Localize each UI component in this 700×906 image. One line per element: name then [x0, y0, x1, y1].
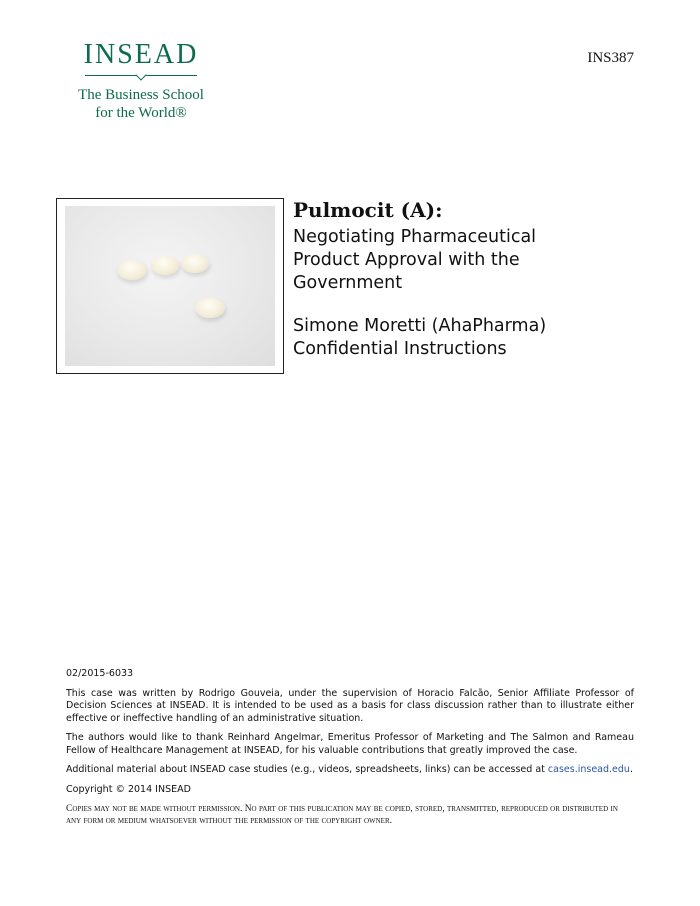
- case-code: INS387: [587, 50, 634, 66]
- case-subtitle: [293, 226, 653, 295]
- copyright-line: Copyright © 2014 INSEAD: [66, 783, 191, 795]
- white-pills-photo-icon: [65, 206, 275, 366]
- role-line2: Confidential Instructions: [293, 339, 507, 359]
- subtitle-line3: Government: [293, 273, 403, 293]
- logo-tagline-line1: The Business School: [78, 87, 204, 103]
- pill-2: [151, 256, 179, 275]
- pill-3: [181, 254, 209, 273]
- subtitle-line1: Negotiating Pharmaceutical: [293, 227, 537, 247]
- cover-image-frame: [56, 198, 284, 374]
- logo-wordmark: INSEAD: [83, 39, 199, 70]
- additional-material-note: [66, 764, 634, 777]
- logo-tagline-line2: for the World®: [95, 105, 187, 121]
- link-suffix: .: [629, 764, 633, 775]
- subtitle-line2: Product Approval with the: [293, 250, 520, 270]
- case-role: [293, 315, 653, 361]
- title-block: [293, 198, 653, 361]
- pill-4: [195, 298, 225, 318]
- role-line1: Simone Moretti (AhaPharma): [293, 316, 547, 336]
- additional-material-text: Additional material about INSEAD case studies (e.g., videos, spreadsheets, links) can be accessed at: [66, 764, 545, 775]
- copyright-notice: Copies may not be made without permission. No part of this publication may be copied, stored, transmitted, reproduced or distributed in any form or medium whatsoever without the permission of the copyright owner.: [66, 804, 618, 826]
- footer-notes: [66, 668, 634, 834]
- acknowledgement-note: The authors would like to thank Reinhard Angelmar, Emeritus Professor of Marketing and The Salmon and Rameau Fellow of Healthcare Management at INSEAD, for his valuable contributions that greatly improved the case.: [66, 732, 634, 756]
- reference-number: 02/2015-6033: [66, 668, 134, 679]
- insead-logo: [62, 40, 220, 122]
- case-title: Pulmocit (A):: [293, 198, 443, 222]
- logo-tagline: [62, 86, 220, 122]
- authorship-note: This case was written by Rodrigo Gouveia, under the supervision of Horacio Falcão, Senior Affiliate Professor of Decision Sciences at INSEAD. It is intended to be used as a basis for class discussion rather than to illustrate either effective or ineffective handling of an administrative situation.: [66, 687, 634, 724]
- cases-link[interactable]: cases.insead.edu: [547, 764, 630, 775]
- logo-divider: [85, 75, 197, 76]
- pill-1: [117, 260, 147, 280]
